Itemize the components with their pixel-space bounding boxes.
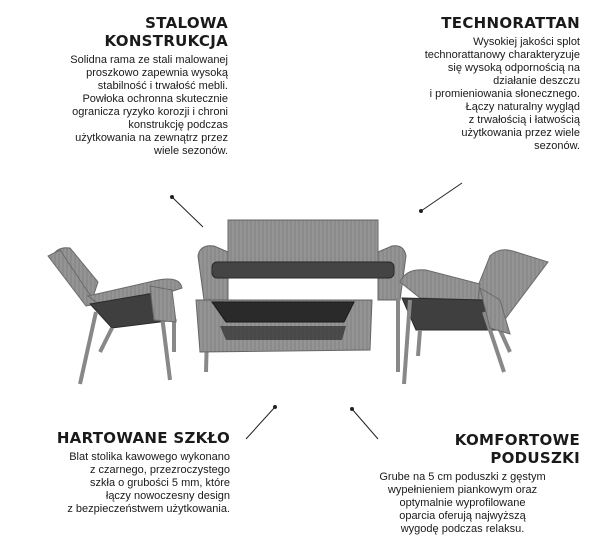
description-line: wiele sezonów. bbox=[154, 145, 228, 157]
title-line: KONSTRUKCJA bbox=[104, 32, 228, 50]
description-line: Wysokiej jakości splot bbox=[473, 36, 580, 48]
right-armchair bbox=[400, 250, 548, 384]
description-line: ogranicza ryzyko korozji i chroni bbox=[72, 106, 228, 118]
description-line: oparcia oferują najwyższą bbox=[399, 510, 526, 522]
title-line: KOMFORTOWE bbox=[454, 431, 580, 449]
description-line: działanie deszczu bbox=[493, 75, 580, 87]
title-line: TECHNORATTAN bbox=[441, 14, 580, 32]
connector-technorattan bbox=[419, 183, 462, 213]
glass-tabletop bbox=[212, 302, 354, 322]
description-line: Powłoka ochronna skutecznie bbox=[82, 93, 228, 105]
description-line: wygodę podczas relaksu. bbox=[400, 523, 525, 535]
coffee-table bbox=[196, 300, 372, 352]
description-line: Grube na 5 cm poduszki z gęstym bbox=[379, 471, 546, 483]
description-line: Solidna rama ze stali malowanej bbox=[70, 54, 228, 66]
description-line: z bezpieczeństwem użytkowania. bbox=[67, 503, 230, 515]
connector-cushions bbox=[350, 407, 378, 439]
description-line: stabilność i trwałość mebli. bbox=[97, 80, 228, 92]
title-line: PODUSZKI bbox=[490, 449, 580, 467]
description-line: Blat stolika kawowego wykonano bbox=[69, 451, 230, 463]
description-line: użytkowania przez wiele bbox=[461, 127, 580, 139]
description-line: wypełnieniem piankowym oraz bbox=[387, 484, 538, 496]
description-line: konstrukcję podczas bbox=[128, 119, 228, 131]
description-line: Łączy naturalny wygląd bbox=[465, 101, 580, 113]
description-line: proszkowo zapewnia wysoką bbox=[86, 67, 228, 79]
connector-tempered-glass bbox=[246, 405, 277, 439]
description-line: łączy nowoczesny design bbox=[105, 490, 230, 502]
connector-steel-frame bbox=[170, 195, 203, 227]
left-armchair bbox=[48, 248, 182, 384]
description-line: sezonów. bbox=[534, 140, 580, 152]
description-line: użytkowania na zewnątrz przez bbox=[75, 132, 228, 144]
description-line: szkła o grubości 5 mm, które bbox=[90, 477, 230, 489]
description-line: i promieniowania słonecznego. bbox=[429, 88, 580, 100]
title-line: STALOWA bbox=[145, 14, 228, 32]
description-line: optymalnie wyprofilowane bbox=[399, 497, 526, 509]
description-line: się wysoką odpornością na bbox=[447, 62, 580, 74]
description-line: technorattanowy charakteryzuje bbox=[424, 49, 580, 61]
description-line: z trwałością i łatwością bbox=[468, 114, 580, 126]
title-line: HARTOWANE SZKŁO bbox=[56, 429, 230, 447]
description-line: z czarnego, przezroczystego bbox=[89, 464, 230, 476]
